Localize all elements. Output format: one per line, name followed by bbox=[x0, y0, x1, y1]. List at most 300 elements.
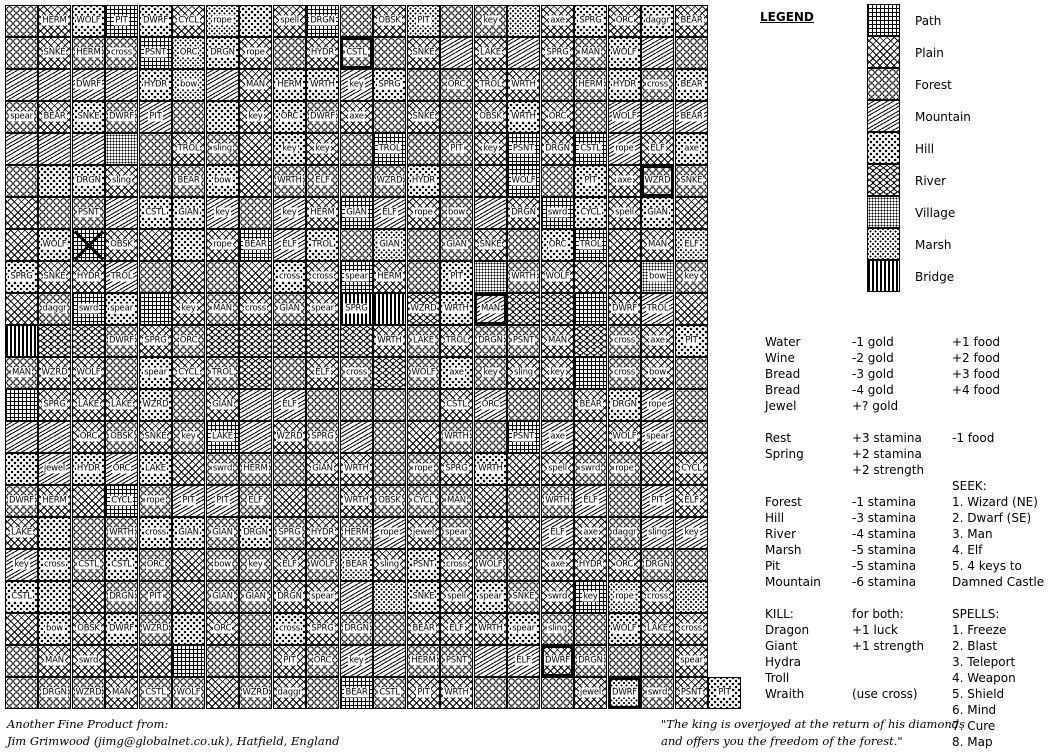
map-tile[interactable] bbox=[641, 485, 674, 517]
map-tile[interactable] bbox=[675, 645, 708, 677]
map-tile[interactable] bbox=[340, 517, 373, 549]
map-tile[interactable] bbox=[139, 613, 172, 645]
map-tile[interactable] bbox=[474, 293, 507, 325]
map-tile[interactable] bbox=[306, 549, 339, 581]
map-tile[interactable] bbox=[306, 357, 339, 389]
map-tile[interactable] bbox=[641, 677, 674, 709]
map-tile[interactable] bbox=[407, 165, 440, 197]
map-tile[interactable] bbox=[440, 101, 473, 133]
map-tile[interactable] bbox=[206, 677, 239, 709]
map-tile[interactable] bbox=[373, 37, 406, 69]
map-tile[interactable] bbox=[5, 261, 38, 293]
map-tile[interactable] bbox=[105, 261, 138, 293]
map-tile[interactable] bbox=[507, 165, 540, 197]
map-tile[interactable] bbox=[340, 5, 373, 37]
map-tile[interactable] bbox=[373, 133, 406, 165]
map-tile[interactable] bbox=[608, 645, 641, 677]
map-tile[interactable] bbox=[407, 197, 440, 229]
map-tile[interactable] bbox=[105, 197, 138, 229]
map-tile[interactable] bbox=[273, 357, 306, 389]
map-tile[interactable] bbox=[105, 69, 138, 101]
map-tile[interactable] bbox=[273, 165, 306, 197]
map-tile[interactable] bbox=[306, 325, 339, 357]
map-tile[interactable] bbox=[72, 133, 105, 165]
map-tile[interactable] bbox=[407, 517, 440, 549]
map-tile[interactable] bbox=[373, 645, 406, 677]
map-tile[interactable] bbox=[507, 101, 540, 133]
map-tile[interactable] bbox=[675, 485, 708, 517]
map-tile[interactable] bbox=[407, 389, 440, 421]
map-tile[interactable] bbox=[440, 37, 473, 69]
map-tile[interactable] bbox=[507, 357, 540, 389]
map-tile[interactable] bbox=[440, 5, 473, 37]
map-tile[interactable] bbox=[38, 485, 71, 517]
map-tile[interactable] bbox=[541, 101, 574, 133]
map-tile[interactable] bbox=[105, 357, 138, 389]
map-tile[interactable] bbox=[507, 645, 540, 677]
map-tile[interactable] bbox=[306, 37, 339, 69]
map-tile[interactable] bbox=[206, 101, 239, 133]
map-tile[interactable] bbox=[38, 645, 71, 677]
map-tile[interactable] bbox=[172, 485, 205, 517]
map-tile[interactable] bbox=[474, 389, 507, 421]
map-tile[interactable] bbox=[373, 69, 406, 101]
map-tile[interactable] bbox=[675, 5, 708, 37]
map-tile[interactable] bbox=[172, 389, 205, 421]
map-tile[interactable] bbox=[5, 645, 38, 677]
map-tile[interactable] bbox=[641, 421, 674, 453]
map-tile[interactable] bbox=[172, 357, 205, 389]
map-tile[interactable] bbox=[407, 549, 440, 581]
map-tile[interactable] bbox=[38, 357, 71, 389]
map-tile[interactable] bbox=[541, 517, 574, 549]
map-tile[interactable] bbox=[105, 229, 138, 261]
map-tile[interactable] bbox=[72, 293, 105, 325]
map-tile[interactable] bbox=[206, 261, 239, 293]
map-tile[interactable] bbox=[5, 517, 38, 549]
map-tile[interactable] bbox=[373, 229, 406, 261]
map-tile[interactable] bbox=[38, 165, 71, 197]
map-tile[interactable] bbox=[206, 197, 239, 229]
map-tile[interactable] bbox=[306, 229, 339, 261]
map-tile[interactable] bbox=[105, 133, 138, 165]
map-tile[interactable] bbox=[641, 517, 674, 549]
map-tile[interactable] bbox=[239, 645, 272, 677]
map-tile[interactable] bbox=[105, 421, 138, 453]
map-tile[interactable] bbox=[373, 517, 406, 549]
map-tile[interactable] bbox=[340, 37, 373, 69]
map-tile[interactable] bbox=[574, 37, 607, 69]
map-tile[interactable] bbox=[306, 485, 339, 517]
map-tile[interactable] bbox=[273, 549, 306, 581]
map-tile[interactable] bbox=[641, 229, 674, 261]
map-tile[interactable] bbox=[105, 293, 138, 325]
map-tile[interactable] bbox=[608, 453, 641, 485]
map-tile[interactable] bbox=[340, 677, 373, 709]
map-tile[interactable] bbox=[407, 613, 440, 645]
map-tile[interactable] bbox=[172, 197, 205, 229]
map-tile[interactable] bbox=[273, 421, 306, 453]
map-tile[interactable] bbox=[675, 69, 708, 101]
map-tile[interactable] bbox=[507, 421, 540, 453]
map-tile[interactable] bbox=[5, 453, 38, 485]
map-tile[interactable] bbox=[206, 581, 239, 613]
map-tile[interactable] bbox=[407, 5, 440, 37]
map-tile[interactable] bbox=[440, 389, 473, 421]
map-tile[interactable] bbox=[474, 37, 507, 69]
map-tile[interactable] bbox=[306, 645, 339, 677]
map-tile[interactable] bbox=[373, 261, 406, 293]
map-tile[interactable] bbox=[675, 325, 708, 357]
map-tile[interactable] bbox=[641, 357, 674, 389]
map-tile[interactable] bbox=[675, 581, 708, 613]
map-tile[interactable] bbox=[507, 453, 540, 485]
map-tile[interactable] bbox=[574, 325, 607, 357]
map-tile[interactable] bbox=[641, 581, 674, 613]
map-tile[interactable] bbox=[507, 613, 540, 645]
map-tile[interactable] bbox=[641, 133, 674, 165]
map-tile[interactable] bbox=[273, 581, 306, 613]
map-tile[interactable] bbox=[608, 197, 641, 229]
map-tile[interactable] bbox=[440, 261, 473, 293]
map-tile[interactable] bbox=[608, 165, 641, 197]
map-tile[interactable] bbox=[239, 133, 272, 165]
map-tile[interactable] bbox=[306, 293, 339, 325]
map-tile[interactable] bbox=[507, 261, 540, 293]
map-tile[interactable] bbox=[105, 613, 138, 645]
map-tile[interactable] bbox=[675, 421, 708, 453]
map-tile[interactable] bbox=[239, 37, 272, 69]
map-tile[interactable] bbox=[641, 197, 674, 229]
map-tile[interactable] bbox=[5, 549, 38, 581]
map-tile[interactable] bbox=[172, 69, 205, 101]
map-tile[interactable] bbox=[306, 677, 339, 709]
map-tile[interactable] bbox=[72, 389, 105, 421]
map-tile[interactable] bbox=[239, 453, 272, 485]
map-tile[interactable] bbox=[440, 549, 473, 581]
map-tile[interactable] bbox=[474, 101, 507, 133]
map-tile[interactable] bbox=[373, 453, 406, 485]
map-tile[interactable] bbox=[675, 101, 708, 133]
map-tile[interactable] bbox=[172, 101, 205, 133]
map-tile[interactable] bbox=[5, 165, 38, 197]
map-tile[interactable] bbox=[608, 581, 641, 613]
map-tile[interactable] bbox=[5, 421, 38, 453]
map-tile[interactable] bbox=[474, 197, 507, 229]
map-tile[interactable] bbox=[373, 549, 406, 581]
map-tile[interactable] bbox=[72, 261, 105, 293]
map-tile[interactable] bbox=[306, 421, 339, 453]
map-tile[interactable] bbox=[273, 293, 306, 325]
map-tile[interactable] bbox=[273, 5, 306, 37]
map-tile[interactable] bbox=[340, 357, 373, 389]
map-tile[interactable] bbox=[5, 485, 38, 517]
map-tile[interactable] bbox=[206, 421, 239, 453]
map-tile[interactable] bbox=[541, 133, 574, 165]
map-tile[interactable] bbox=[206, 549, 239, 581]
map-tile[interactable] bbox=[541, 229, 574, 261]
map-tile[interactable] bbox=[206, 37, 239, 69]
map-tile[interactable] bbox=[72, 517, 105, 549]
map-tile[interactable] bbox=[139, 261, 172, 293]
map-tile[interactable] bbox=[608, 229, 641, 261]
map-tile[interactable] bbox=[206, 357, 239, 389]
map-tile[interactable] bbox=[5, 677, 38, 709]
map-tile[interactable] bbox=[239, 613, 272, 645]
map-tile[interactable] bbox=[139, 325, 172, 357]
map-tile[interactable] bbox=[139, 133, 172, 165]
map-tile[interactable] bbox=[507, 229, 540, 261]
map-tile[interactable] bbox=[440, 325, 473, 357]
map-tile[interactable] bbox=[574, 421, 607, 453]
map-tile[interactable] bbox=[407, 261, 440, 293]
map-tile[interactable] bbox=[5, 389, 38, 421]
map-tile[interactable] bbox=[306, 261, 339, 293]
map-tile[interactable] bbox=[675, 357, 708, 389]
map-tile[interactable] bbox=[5, 5, 38, 37]
map-tile[interactable] bbox=[407, 229, 440, 261]
map-tile[interactable] bbox=[641, 645, 674, 677]
map-tile[interactable] bbox=[474, 517, 507, 549]
map-tile[interactable] bbox=[608, 677, 641, 709]
map-tile[interactable] bbox=[474, 69, 507, 101]
map-tile[interactable] bbox=[541, 357, 574, 389]
map-tile[interactable] bbox=[105, 677, 138, 709]
map-tile[interactable] bbox=[306, 165, 339, 197]
map-tile[interactable] bbox=[38, 613, 71, 645]
map-tile[interactable] bbox=[440, 69, 473, 101]
map-tile[interactable] bbox=[139, 357, 172, 389]
map-tile[interactable] bbox=[273, 613, 306, 645]
map-tile[interactable] bbox=[641, 325, 674, 357]
map-tile[interactable] bbox=[206, 69, 239, 101]
map-tile[interactable] bbox=[574, 293, 607, 325]
map-tile[interactable] bbox=[608, 421, 641, 453]
map-tile[interactable] bbox=[574, 133, 607, 165]
map-tile[interactable] bbox=[507, 485, 540, 517]
map-tile[interactable] bbox=[407, 357, 440, 389]
map-tile[interactable] bbox=[340, 69, 373, 101]
map-tile[interactable] bbox=[306, 133, 339, 165]
map-tile[interactable] bbox=[574, 549, 607, 581]
map-tile[interactable] bbox=[5, 69, 38, 101]
map-tile[interactable] bbox=[172, 293, 205, 325]
map-tile[interactable] bbox=[239, 101, 272, 133]
map-tile[interactable] bbox=[608, 293, 641, 325]
map-tile[interactable] bbox=[675, 197, 708, 229]
map-tile[interactable] bbox=[239, 517, 272, 549]
map-tile[interactable] bbox=[340, 453, 373, 485]
map-tile[interactable] bbox=[608, 37, 641, 69]
map-tile[interactable] bbox=[105, 389, 138, 421]
map-tile[interactable] bbox=[373, 165, 406, 197]
map-tile[interactable] bbox=[139, 549, 172, 581]
map-tile[interactable] bbox=[239, 581, 272, 613]
map-tile[interactable] bbox=[608, 5, 641, 37]
map-tile[interactable] bbox=[5, 293, 38, 325]
map-tile[interactable] bbox=[474, 549, 507, 581]
map-tile[interactable] bbox=[239, 357, 272, 389]
map-tile[interactable] bbox=[139, 37, 172, 69]
map-tile[interactable] bbox=[38, 517, 71, 549]
map-tile[interactable] bbox=[641, 5, 674, 37]
map-tile[interactable] bbox=[641, 101, 674, 133]
map-tile[interactable] bbox=[340, 581, 373, 613]
map-tile[interactable] bbox=[105, 581, 138, 613]
map-tile[interactable] bbox=[507, 549, 540, 581]
map-tile[interactable] bbox=[172, 677, 205, 709]
map-tile[interactable] bbox=[675, 229, 708, 261]
map-tile[interactable] bbox=[373, 581, 406, 613]
map-tile[interactable] bbox=[172, 517, 205, 549]
map-tile[interactable] bbox=[574, 517, 607, 549]
map-tile[interactable] bbox=[340, 325, 373, 357]
map-tile[interactable] bbox=[574, 261, 607, 293]
map-tile[interactable] bbox=[239, 485, 272, 517]
map-tile[interactable] bbox=[239, 165, 272, 197]
map-tile[interactable] bbox=[574, 485, 607, 517]
map-tile[interactable] bbox=[541, 581, 574, 613]
map-tile[interactable] bbox=[172, 645, 205, 677]
map-tile[interactable] bbox=[206, 293, 239, 325]
map-tile[interactable] bbox=[574, 581, 607, 613]
map-tile[interactable] bbox=[139, 421, 172, 453]
map-tile[interactable] bbox=[541, 37, 574, 69]
map-tile[interactable] bbox=[38, 677, 71, 709]
map-tile[interactable] bbox=[172, 453, 205, 485]
map-tile[interactable] bbox=[675, 133, 708, 165]
map-tile[interactable] bbox=[340, 165, 373, 197]
map-tile[interactable] bbox=[407, 133, 440, 165]
map-tile[interactable] bbox=[574, 389, 607, 421]
map-tile[interactable] bbox=[608, 517, 641, 549]
map-tile[interactable] bbox=[139, 69, 172, 101]
map-tile[interactable] bbox=[38, 325, 71, 357]
map-tile[interactable] bbox=[407, 101, 440, 133]
map-tile[interactable] bbox=[407, 421, 440, 453]
map-tile[interactable] bbox=[608, 485, 641, 517]
map-tile[interactable] bbox=[38, 5, 71, 37]
map-tile[interactable] bbox=[675, 613, 708, 645]
map-tile[interactable] bbox=[206, 645, 239, 677]
map-tile[interactable] bbox=[340, 421, 373, 453]
map-tile[interactable] bbox=[105, 5, 138, 37]
map-tile[interactable] bbox=[38, 69, 71, 101]
map-tile[interactable] bbox=[373, 357, 406, 389]
map-tile[interactable] bbox=[139, 517, 172, 549]
map-tile[interactable] bbox=[172, 421, 205, 453]
map-tile[interactable] bbox=[541, 165, 574, 197]
map-tile[interactable] bbox=[72, 677, 105, 709]
map-tile[interactable] bbox=[641, 69, 674, 101]
map-tile[interactable] bbox=[675, 293, 708, 325]
map-tile[interactable] bbox=[72, 325, 105, 357]
map-tile[interactable] bbox=[206, 389, 239, 421]
map-tile[interactable] bbox=[675, 549, 708, 581]
map-tile[interactable] bbox=[273, 389, 306, 421]
map-tile[interactable] bbox=[38, 133, 71, 165]
map-tile[interactable] bbox=[38, 453, 71, 485]
map-tile[interactable] bbox=[407, 293, 440, 325]
map-tile[interactable] bbox=[5, 229, 38, 261]
map-tile[interactable] bbox=[273, 69, 306, 101]
map-tile[interactable] bbox=[608, 325, 641, 357]
map-tile[interactable] bbox=[273, 645, 306, 677]
map-tile[interactable] bbox=[340, 645, 373, 677]
map-tile[interactable] bbox=[273, 325, 306, 357]
map-tile[interactable] bbox=[239, 549, 272, 581]
map-tile[interactable] bbox=[440, 581, 473, 613]
map-tile[interactable] bbox=[407, 581, 440, 613]
map-tile[interactable] bbox=[641, 453, 674, 485]
map-tile[interactable] bbox=[273, 677, 306, 709]
map-tile[interactable] bbox=[574, 165, 607, 197]
map-tile[interactable] bbox=[541, 197, 574, 229]
map-tile[interactable] bbox=[373, 485, 406, 517]
map-tile[interactable] bbox=[172, 549, 205, 581]
map-tile[interactable] bbox=[474, 485, 507, 517]
map-tile[interactable] bbox=[139, 453, 172, 485]
map-tile[interactable] bbox=[541, 5, 574, 37]
map-tile[interactable] bbox=[72, 581, 105, 613]
map-tile[interactable] bbox=[440, 357, 473, 389]
map-tile[interactable] bbox=[273, 37, 306, 69]
map-tile[interactable] bbox=[105, 101, 138, 133]
map-tile[interactable] bbox=[239, 421, 272, 453]
map-tile[interactable] bbox=[38, 197, 71, 229]
map-tile[interactable] bbox=[541, 613, 574, 645]
map-tile[interactable] bbox=[340, 549, 373, 581]
map-tile[interactable] bbox=[440, 645, 473, 677]
map-tile[interactable] bbox=[239, 5, 272, 37]
map-tile[interactable] bbox=[507, 133, 540, 165]
map-tile[interactable] bbox=[239, 293, 272, 325]
map-tile[interactable] bbox=[440, 421, 473, 453]
map-tile[interactable] bbox=[541, 453, 574, 485]
map-tile[interactable] bbox=[474, 325, 507, 357]
map-tile[interactable] bbox=[239, 261, 272, 293]
map-tile[interactable] bbox=[474, 229, 507, 261]
map-tile[interactable] bbox=[641, 549, 674, 581]
map-tile[interactable] bbox=[72, 421, 105, 453]
map-tile[interactable] bbox=[5, 37, 38, 69]
map-tile[interactable] bbox=[373, 613, 406, 645]
map-tile[interactable] bbox=[440, 677, 473, 709]
map-tile[interactable] bbox=[675, 165, 708, 197]
map-tile[interactable] bbox=[440, 453, 473, 485]
map-tile[interactable] bbox=[373, 421, 406, 453]
map-tile[interactable] bbox=[474, 421, 507, 453]
map-tile[interactable] bbox=[72, 645, 105, 677]
map-tile[interactable] bbox=[72, 357, 105, 389]
map-tile[interactable] bbox=[373, 677, 406, 709]
map-tile[interactable] bbox=[239, 677, 272, 709]
map-tile[interactable] bbox=[206, 133, 239, 165]
map-tile[interactable] bbox=[172, 613, 205, 645]
map-tile[interactable] bbox=[139, 677, 172, 709]
map-tile[interactable] bbox=[206, 325, 239, 357]
map-tile[interactable] bbox=[273, 133, 306, 165]
map-tile[interactable] bbox=[541, 261, 574, 293]
map-tile[interactable] bbox=[172, 37, 205, 69]
map-tile[interactable] bbox=[507, 37, 540, 69]
map-tile[interactable] bbox=[373, 5, 406, 37]
map-tile[interactable] bbox=[306, 197, 339, 229]
map-tile[interactable] bbox=[474, 133, 507, 165]
map-tile[interactable] bbox=[172, 165, 205, 197]
map-tile[interactable] bbox=[139, 645, 172, 677]
map-tile[interactable] bbox=[541, 645, 574, 677]
